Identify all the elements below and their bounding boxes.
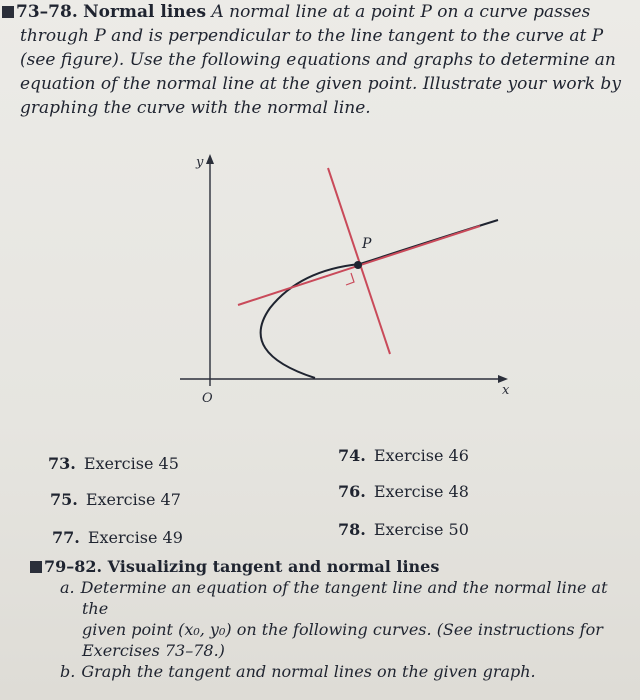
- normal-line-figure: [160, 148, 520, 408]
- problem-title: Normal lines: [83, 2, 207, 22]
- exercise-73: 73. Exercise 45: [48, 454, 179, 473]
- right-angle-marker: [346, 273, 354, 285]
- problem-line-5: graphing the curve with the normal line.: [20, 98, 371, 118]
- exercise-75: 75. Exercise 47: [50, 490, 181, 509]
- part-a: a. Determine an equation of the tangent line and the normal line at the given point (x₀, y₀) on the following curves. (See instructions for Exercises 73–78.): [60, 578, 608, 660]
- y-axis-arrow: [206, 154, 214, 164]
- exercise-78: 78. Exercise 50: [338, 520, 469, 539]
- technology-icon: [30, 561, 42, 573]
- y-axis-label: y: [196, 155, 204, 170]
- section-heading: 79–82. Visualizing tangent and normal lines: [30, 556, 630, 577]
- origin-label: O: [202, 391, 213, 406]
- exercise-76: 76. Exercise 48: [338, 482, 469, 501]
- curve: [261, 220, 498, 378]
- technology-icon: [2, 6, 14, 18]
- problem-line-2: through P and is perpendicular to the line tangent to the curve at P: [20, 26, 604, 46]
- part-b: b. Graph the tangent and normal lines on the given graph.: [60, 662, 536, 681]
- exercise-77: 77. Exercise 49: [52, 528, 183, 547]
- point-p: [354, 261, 362, 269]
- normal-line: [328, 168, 390, 354]
- problem-line-4: equation of the normal line at the given point. Illustrate your work by: [20, 74, 621, 94]
- x-axis-arrow: [498, 375, 508, 383]
- point-p-label: P: [362, 236, 372, 252]
- x-axis-label: x: [502, 383, 510, 398]
- exercise-74: 74. Exercise 46: [338, 446, 469, 465]
- problem-line-3: (see figure). Use the following equations and graphs to determine an: [20, 50, 616, 70]
- problem-statement: [2, 0, 632, 120]
- visualizing-section: [30, 556, 630, 682]
- problem-line-1: A normal line at a point P on a curve passes: [211, 2, 591, 22]
- problem-number: 73–78.: [16, 2, 78, 22]
